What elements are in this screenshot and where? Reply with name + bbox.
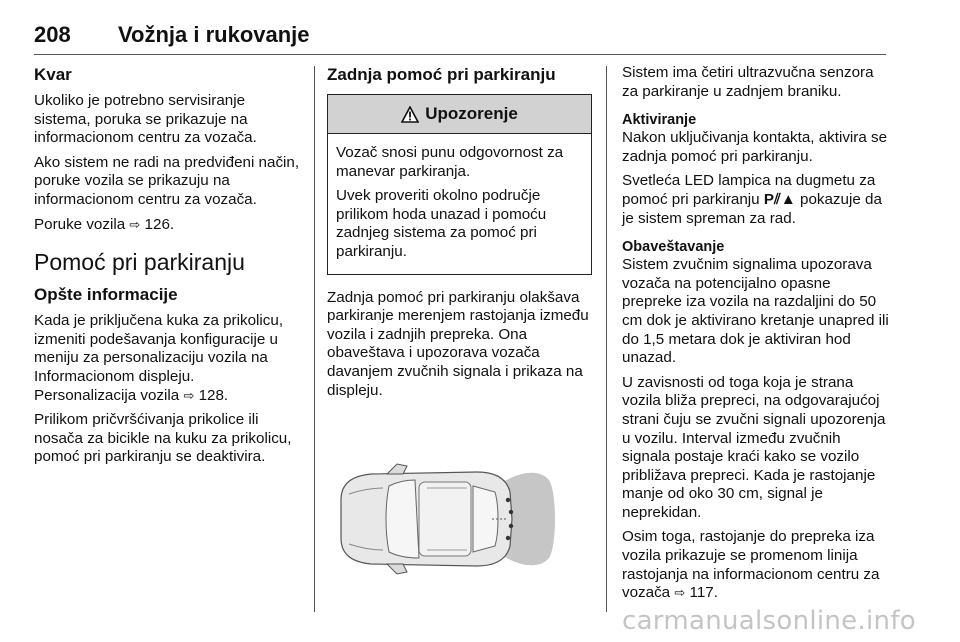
column-2 (327, 64, 592, 620)
obavestavanje-paragraph-2: U zavisnosti od toga koja je strana vozila bliža prepreci, na odgovarajućoj strani čuju se zvučni signali upozorenja u vozilu. Interval između zvučnih signala postaje kraći kako se vozilo približava prepreci. Kada je rastojanje manje od oko 30 cm, signal je neprekidan. (622, 373, 886, 521)
page-reference-link[interactable]: 117. (689, 584, 718, 602)
page-reference-arrow-icon: ⇨ (183, 387, 195, 403)
column-divider-1 (314, 66, 315, 612)
sensor-info-paragraph: Sistem ima četiri ultrazvučna senzora za parkiranje u zadnjem braniku. (622, 64, 874, 100)
sensor-icon (506, 498, 510, 502)
warning-triangle-icon (401, 106, 419, 123)
header-divider (34, 54, 886, 55)
page-number: 208 (34, 22, 71, 47)
page-reference-link[interactable]: 126. (144, 215, 175, 233)
sensor-icon (509, 524, 513, 528)
column-divider-2 (606, 66, 607, 612)
sensor-icon (506, 536, 510, 540)
rear-assist-description: Zadnja pomoć pri parkiranju olakšava parkiranje merenjem rastojanja između vozila i zadnjih prepreka. Ona obaveštava i upozorava vozača davanjem zvučnih signala i prikaza na displeju. (327, 288, 589, 399)
watermark: carmanualsonline.info (621, 606, 916, 636)
aktiviranje-paragraph-2: Svetleća LED lampica na dugmetu za pomoć pri parkiranju P⫽▲ pokazuje da je sistem spreman za rad. (622, 172, 882, 227)
aktiviranje-heading: Aktiviranje (622, 112, 697, 129)
opste-paragraph-1: Kada je priključena kuka za prikolicu, izmeniti podešavanja konfiguracije u meniju za personalizaciju vozila na Informacionom displeju. (34, 312, 284, 385)
warning-body (328, 134, 591, 274)
kvar-paragraph-2: Ako sistem ne radi na predviđeni način, poruke vozila se prikazuju na informacionom centru za vozača. (34, 153, 300, 208)
warning-header (328, 95, 591, 134)
car-rear-window (473, 486, 498, 552)
warning-title: Upozorenje (425, 103, 518, 123)
sensor-icon (509, 510, 513, 514)
warning-paragraph-1: Vozač snosi punu odgovornost za manevar parkiranja. (336, 144, 564, 180)
column-1 (34, 64, 302, 473)
car-sensor-illustration (327, 424, 592, 614)
car-windshield (386, 480, 419, 558)
rear-parking-assist-heading: Zadnja pomoć pri parkiranju (327, 65, 556, 84)
page-reference-link[interactable]: 128. (198, 386, 229, 404)
kvar-paragraph-1: Ukoliko je potrebno servisiranje sistema, poruka se prikazuje na informacionom centru za vozača. (34, 92, 257, 147)
opste-paragraph-2: Prilikom pričvršćivanja prikolice ili nosača za bicikle na kuku za prikolicu, pomoć pri parkiranju se deaktivira. (34, 411, 292, 466)
warning-box (327, 94, 592, 275)
kvar-heading: Kvar (34, 65, 72, 84)
subsection-heading: Opšte informacije (34, 285, 178, 305)
obavestavanje-paragraph-3: Osim toga, rastojanje do prepreka iza vozila prikazuje se promenom linija rastojanja na informacionom centru za vozača ⇨ 117. (622, 528, 880, 602)
car-roof (419, 482, 471, 556)
section-heading: Pomoć pri parkiranju (34, 249, 245, 276)
page-reference-arrow-icon: ⇨ (129, 216, 141, 232)
chapter-title: Vožnja i rukovanje (118, 22, 310, 47)
opste-paragraph-1b: Personalizacija vozila ⇨ 128. (34, 386, 229, 404)
parking-assist-button-icon: P⫽▲ (763, 190, 796, 208)
warning-paragraph-2: Uvek proveriti okolno područje prilikom hoda unazad i pomoću zadnjeg sistema za pomoć pri parkiranju. (336, 187, 547, 260)
page-reference-arrow-icon: ⇨ (674, 585, 686, 601)
aktiviranje-paragraph-1: Nakon uključivanja kontakta, aktivira se zadnja pomoć pri parkiranju. (622, 129, 888, 165)
obavestavanje-heading: Obaveštavanje (622, 239, 725, 256)
obavestavanje-paragraph-1: Sistem zvučnim signalima upozorava vozača na potencijalno opasne prepreke iza vozila na razdaljini do 50 cm dok je aktivirano kretanje unapred ili do 1,5 metara dok je aktiviran hod unazad. (622, 256, 889, 367)
kvar-paragraph-3: Poruke vozila ⇨ 126. (34, 215, 175, 233)
column-3 (622, 64, 890, 609)
